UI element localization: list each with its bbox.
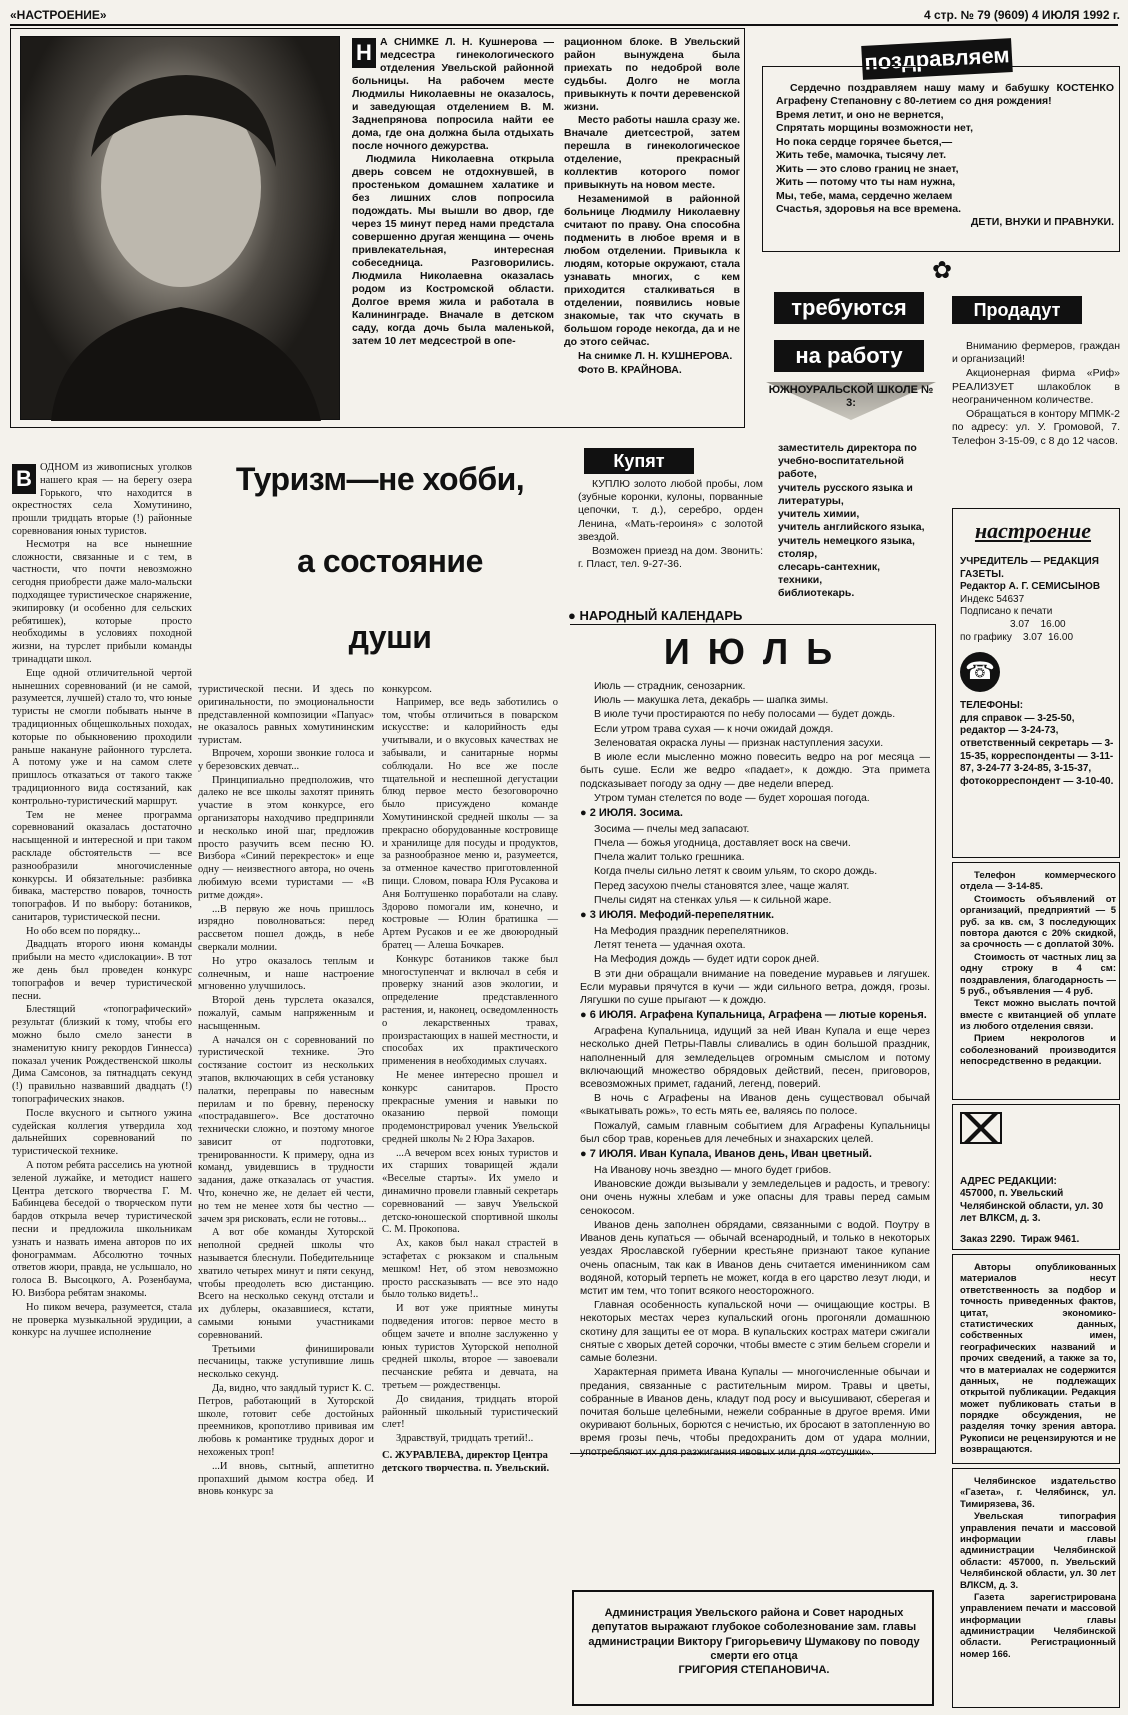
- condolence-text: Администрация Увельского района и Совет народных депутатов выражают глубокое соболезнование зам. главы администрации Виктору Григорьевичу Шумакову по поводу смерти его отца ГРИГОРИЯ СТЕПАНОВИЧА.: [588, 1607, 920, 1677]
- ads-info-text: Телефон коммерческого отдела — 3-14-85. Стоимость объявлений от организаций, предприятий — 5 руб. за кв. см, 3 последующих повтора даются с 20% скидкой, за срочность — с доплатой 30%. Стоимость от частных лиц за одну строку в 4 см: поздравления, благодарность — 5 руб., объявления — 4 руб. Текст можно выслать почтой вместе с квитанцией об уплате из любого отделения связи. Прием некрологов и соболезнований производится непосредственно в редакции.: [960, 870, 1116, 1068]
- jobs-school: ЮЖНОУРАЛЬСКОЙ ШКОЛЕ № 3:: [768, 384, 934, 410]
- drop-cap-v: В: [12, 464, 36, 494]
- congrats-text: Сердечно поздравляем нашу маму и бабушку КОСТЕНКО Аграфену Степановну с 80-летием со дня рождения! Время летит, и оно не вернется, Спрятать морщины возможности нет, Но пока сердце горячее бьется,— Жить тебе, мамочка, тысячу лет. Жить — это слово границ не знает, Жить — потому что ты нам нужна, Мы, тебе, мама, сердечно желаем Счастья, здоровья на все времена. ДЕТИ, ВНУКИ И ПРАВНУКИ.: [776, 82, 1114, 229]
- tourism-col1: В ОДНОМ из живописных уголков нашего края — на берегу озера Горького, что находится в окрестностях села Хомутинино, прошли тридцать вторые (!) районные соревнования юных туристов. Несмотря на все нынешние сложности, связанные и с тем, в частности, что почти невозможно сегодня приобрести даже мало-мальски подходящее туристическое снаряжение, экипировку (и особенно для сельских ребятишек), которые просто необходимы в условиях походной жизни, на турслет прибыли команды тринадцати школ. Еще одной отличительной чертой нынешних соревнований (и не самой, разумеется, лучшей) стало то, что юные туристы не смогли побывать нынче в традиционных общешкольных походах, которые по обыкновению проходили раньше накануне районного турслета. А потому уже и на самом слете пришлось отказаться от такого также традиционного вида состязаний, как контрольно-туристический маршрут. Тем не менее программа соревнований оказалась достаточно насыщенной и интересной и при таком раскладе обстоятельств — все разнообразили многочисленные конкурсы. И обязательные: разбивка бивака, мастерство поваров, точность топографов. И по выбору: ботаников, санитаров, туристической песни. Но обо всем по порядку... Двадцать второго июня команды прибыли на место «дислокации». В тот же день был проведен конкурс топографов и вечер туристической песни. Блестящий «топографический» результат (близкий к тому, чтобы его можно было смело занести в знаменитую книгу рекордов Гиннесса) показал ученик Рождественской школы Дима Самсонов, за пятнадцать секунд (!) правильно назвавший двадцать (!) топографических знаков. После вкусного и сытного ужина судейская коллегия утвердила ход дальнейших соревнований по туристической технике. А потом ребята расселись на уютной зеленой лужайке, и методист нашего Центра детского творчества Г. М. Бабинцева беседой о творческом пути бардов открыла вечер туристической песни и предложила школьникам узнать и назвать имена авторов по их фонограммам. Абсолютно точных ответов жюри, правда, не услышало, но голоса В. Высоцкого, А. Розенбаума, Ю. Визбора ребятам знакомы. Но пиком вечера, разумеется, стала не проверка музыкальной эрудиции, а конкурс на лучшее исполнение: [12, 462, 192, 1339]
- portrait-photo: [20, 36, 340, 420]
- congrats-title: поздравляем: [861, 38, 1013, 80]
- masthead-logo: настроение: [974, 518, 1092, 543]
- telephone-icon: ☎: [960, 652, 1000, 692]
- tourism-col2: туристической песни. И здесь по оригинальности, по эмоциональности представленной композиции «Папуас» не оказалось равных хомутининским туристам. Впрочем, хороши звонкие голоса и у березовских девчат... Принципиально предположив, что далеко не все школы захотят принять участие в этом конкурсе, его организаторы находчиво предприняли и несколько иной шаг, предложив просто разучить всем песню Ю. Визбора «Синий перекресток» и еще одну — неизвестного автора, но очень любимую всеми туристами — «В ритме дождя». ...В первую же ночь пришлось изрядно поволноваться: перед рассветом пошел дождь, в небе сверкали молнии. Но утро оказалось теплым и солнечным, и наше настроение мгновенно улучшилось. Второй день турслета оказался, пожалуй, самым напряженным и насыщенным. А начался он с соревнований по туристической технике. Это состязание состоит из нескольких этапов, включающих в себя установку палатки, переправы по навесным перилам и по бревну, переноску «пострадавшего». Все достаточно технически сложно, и поэтому многое зависит от подготовки, тренированности. К примеру, одна из команд, увидевшись в трудности задания, даже отказалась от участия. Что, конечно же, не делает ей чести, но тем не менее хотя бы честно — зачем зря рисковать, если не готовы... А вот обе команды Хуторской неполной средней школы что называется блеснули. Победительнице хватило четырех минут и пяти секунд, чтобы преодолеть всю дистанцию. Всего на несколько секунд отстали и их дублеры, оказавшиеся, кстати, самыми юными участниками соревнований. Третьими финишировали песчаницы, также уступившие лишь несколько секунд. Да, видно, что заядлый турист К. С. Петров, работающий в Хуторской школе, готовит себе достойных преемников, кропотливо прививая им любовь к романтике трудных дорог и нехоженых троп! ...И вновь, сытный, аппетитно пропахший дымом костра обед. И вновь конкурс за: [198, 684, 374, 1498]
- envelope-icon: [960, 1112, 1002, 1144]
- tourism-col3: конкурсом. Например, все ведь заботились о том, чтобы отличиться в поварском искусстве: и калорийность еды учитывали, и о вкусовых качествах не забывали, и санитарные нормы соблюдали. Но все же после тщательной и неспешной дегустации блюд первое место безоговорочно было присуждено команде Хомутининской средней школы — за прекрасно оборудованные костровище и хранилище для посуды и продуктов, за разнообразное меню и, разумеется, за отменное качество приготовленной пищи. Словом, повара Юля Русакова и Аня Болтушенко поработали на славу. Здорово помогали им, конечно, и костровые — Юлин братишка — Артем Русаков и ее же двоюродный братец — Алеша Бочкарев. Конкурс ботаников также был многоступенчат и включал в себя и проверку знаний азов экологии, и определение представленного растения, и, наконец, осведомленность о лекарственных травах, произрастающих в нашей местности, и способах их практического применения в необходимых случаях. Не менее интересно прошел и конкурс санитаров. Просто прекрасные умения и навыки по оказанию первой помощи продемонстрировал ученик Увельской средней школы № 2 Юра Захаров. ...А вечером всех юных туристов и их старших товарищей ждали «Веселые старты». Их умело и динамично провели главный секретарь соревнований — завуч Увельской детско-юношеской спортивной школы С. М. Прокопова. Ах, каков был накал страстей в эстафетах с рюкзаком и спальным мешком! Нет, об этом невозможно просто рассказывать — все это надо было только видеть!.. И вот уже приятные минуты подведения итогов: первое место в общем зачете и вполне заслуженно у юных туристов Хуторской неполной средней школы, второе — завоевали песчанские ребята и девчата, на третьем — рождественцы. До свидания, тридцать второй районный школьный туристический слет! Здравствуй, тридцать третий!.. С. ЖУРАВЛЕВА, директор Центра детского творчества. п. Увельский.: [382, 684, 558, 1474]
- nurse-text-col1: Н А СНИМКЕ Л. Н. Кушнерова — медсестра гинекологического отделения Увельской районной больницы. На рабочем месте Людмилы Николаевны не оказалось, и заведующая отделением В. М. Заднепрянова попросила найти ее дома, где она должна была отдыхать после ночного дежурства. Людмила Николаевна открыла дверь совсем не отдохнувшей, в простеньком домашнем халатике и без лишних слов попросила подождать. Мы вышли во двор, где через 15 минут перед нами предстала совершенно другая женщина — очень привлекательная, интересная собеседница. Разговорились. Людмила Николаевна оказалась родом из Костромской области. Долгое время жила и работала в Калининграде. Вначале в детском саду, когда дочь была маленькой, затем 10 лет медсестрой в опе-: [352, 36, 554, 348]
- jobs-title-2: на работу: [774, 340, 924, 372]
- flower-icon: ✿: [931, 258, 953, 284]
- buy-text: КУПЛЮ золото любой пробы, лом (зубные коронки, кулоны, порванные цепочки, т. д.), серебро, орден Ленина, «Мать-героиня» с золотой звездой. Возможен приезд на дом. Звонить: г. Пласт, тел. 9-27-36.: [578, 478, 763, 571]
- jobs-list: заместитель директора по учебно-воспитательной работе, учитель русского языка и литературы, учитель химии, учитель английского языка, учитель немецкого языка, столяр, слесарь-сантехник, техники, библиотекарь.: [778, 442, 925, 600]
- tourism-title-3: души: [348, 619, 432, 655]
- sell-text: Вниманию фермеров, граждан и организаций! Акционерная фирма «Риф» РЕАЛИЗУЕТ шлакоблок в неограниченном количестве. Обращаться в контору МПМК-2 по адресу: ул. У. Громовой, 7. Телефон 3-15-09, с 8 до 12 часов.: [952, 340, 1120, 447]
- calendar-month: И Ю Л Ь: [663, 631, 837, 672]
- publisher-text: Челябинское издательство «Газета», г. Челябинск, ул. Тимирязева, 36. Увельская типография управления печати и массовой информации главы администрации Челябинской области: 457000, п. Увельский Челябинской области, ул. 30 лет ВЛКСМ, д. 3. Газета зарегистрирована управлением печати и массовой информации главы администрации Челябинской области. Регистрационный номер 166.: [960, 1476, 1116, 1660]
- buy-title: Купят: [584, 448, 694, 474]
- paper-name-header: «НАСТРОЕНИЕ»: [10, 8, 107, 22]
- calendar-kicker: ● НАРОДНЫЙ КАЛЕНДАРЬ: [568, 608, 743, 623]
- sell-title: Продадут: [952, 296, 1082, 324]
- calendar-body: Июль — страдник, сенозарник. Июль — макушка лета, декабрь — шапка зимы. В июле тучи простираются по небу полосами — будет дождь. Если утром трава сухая — к ночи ожидай дождя. Зеленоватая окраска луны — признак наступления засухи. В июле если мысленно можно повесить ведро на рог месяца — быть суше. Если же ведро «падает», к дождю. Эта примета подсказывает погоду за одну — две недели вперед. Утром туман стелется по воде — будет хорошая погода. ● 2 ИЮЛЯ. Зосима. Зосима — пчелы мед запасают. Пчела — божья угодница, доставляет воск на свечи. Пчела жалит только грешника. Когда пчелы сильно летят к своим ульям, то скоро дождь. Перед засухою пчелы становятся злее, чаще жалят. Пчелы сидят на стенках улья — к сильной жаре. ● 3 ИЮЛЯ. Мефодий-перепелятник. На Мефодия праздник перепелятников. Летят тенета — удачная охота. На Мефодия дождь — будет идти сорок дней. В эти дни обращали внимание на поведение муравьев и лягушек. Если муравьи прячутся в кучи — жди сильного ветра, дождя, грозы. Лягушки по суше прыгают — к дождю. ● 6 ИЮЛЯ. Аграфена Купальница, Аграфена — лютые коренья. Аграфена Купальница, идущий за ней Иван Купала и еще через несколько дней Петры-Павлы сливались в один большой праздник, наполненный для земледельцев огромным смыслом и потому включающий множество обрядовых действий, песен, приговоров, всевозможных примет, гаданий, легенд, поверий. В ночь с Аграфены на Иванов день существовал обычай «выкатывать рожь», то есть мять ее, валяясь по полосе. Пожалуй, самым главным событием для Аграфены Купальницы был сбор трав, кореньев для лечебных и знахарских целей. ● 7 ИЮЛЯ. Иван Купала, Иванов день, Иван цветный. На Иванову ночь звездно — много будет грибов. Ивановские дожди вызывали у земледельцев и радость, и тревогу: они очень нужны хлебам и уже опасны для травы перед самым сенокосом. Иванов день заполнен обрядами, связанными с водой. Поутру в Иванов день купаться — обычай всенародный, и только в некоторых уездах Ярославской губернии крестьяне признают такое купание очень опасным, так как в Иванов день считается именинником сам водяной, который терпеть не может, когда в его царство лезут люди, и мстит им тем, что топит всякого неосторожного. Главная особенность купальской ночи — очищающие костры. В некоторых местах через купальский огонь прогоняли домашнюю скотину для защиты ее от мора. В купальских кострах матери сжигали снятые с хворых детей сорочки, чтобы вместе с этим бельем сгорели и самые болезни. Характерная примета Ивана Купалы — многочисленные обычаи и предания, связанные с растительным миром. Травы и цветы, собранные в Иванов день, кладут под росу и высушивают, сберегая и почитая больше целебными, нежели собранные в другое время. Ими окуривают больных, борются с нечистью, их бросают в затопленную во время грозы печь, чтобы предохранить дом от удара молнии, употребляют их для разжигания ивовых или для «отсушки».: [580, 680, 930, 1458]
- disclaimer-text: Авторы опубликованных материалов несут ответственность за подбор и точность приведенных фактов, цитат, экономико-статистических данных, собственных имен, географических названий и прочих сведений, а также за то, что в материалах не содержится данных, не подлежащих открытой публикации. Редакция может публиковать статьи в порядке обсуждения, не разделяя точку зрения автора. Рукописи не рецензируются и не возвращаются.: [960, 1262, 1116, 1456]
- tourism-title-1: Туризм—не хобби,: [235, 461, 525, 497]
- address-text: АДРЕС РЕДАКЦИИ: 457000, п. Увельский Челябинской области, ул. 30 лет ВЛКСМ, д. 3. Заказ 2290. Тираж 9461.: [960, 1176, 1104, 1245]
- jobs-title-1: требуются: [774, 292, 924, 324]
- issue-info-header: 4 стр. № 79 (9609) 4 ИЮЛЯ 1992 г.: [923, 8, 1120, 22]
- masthead-info: УЧРЕДИТЕЛЬ — РЕДАКЦИЯ ГАЗЕТЫ. Редактор А. Г. СЕМИСЫНОВ Индекс 54637 Подписано к печати 3.07 16.00 по графику 3.07 16.00 ☎ ТЕЛЕФОНЫ: для справок — 3-25-50, редактор — 3-24-73, ответственный секретарь — 3-15-35, корреспонденты — 3-11-87, 3-24-77 3-24-85, 3-15-37, фотокорреспондент — 3-10-40.: [960, 556, 1114, 787]
- tourism-title-2: а состояние: [297, 543, 483, 579]
- header-rule: [10, 24, 1118, 26]
- drop-cap-n: Н: [352, 38, 376, 68]
- nurse-text-col2: рационном блоке. В Увельский район вынуждена была приехать по недоброй воле судьбы. Долго не могла привыкнуть к почти деревенской жизни. Место работы нашла сразу же. Вначале диетсестрой, затем перешла в гинекологическое отделение, прекрасный коллектив которого помог привыкнуть на новом месте. Незаменимой в районной больнице Людмилу Николаевну считают по праву. Она способна подменить в любое время и в любом отделении. Привыкла к людям, которые окружают, стала узнавать многих, с кем приходится сталкиваться в отделении, появились новые знакомые, так что скучать в большом городе некогда, да и не до этого сейчас. На снимке Л. Н. КУШНЕРОВА. Фото В. КРАЙНОВА.: [564, 36, 740, 377]
